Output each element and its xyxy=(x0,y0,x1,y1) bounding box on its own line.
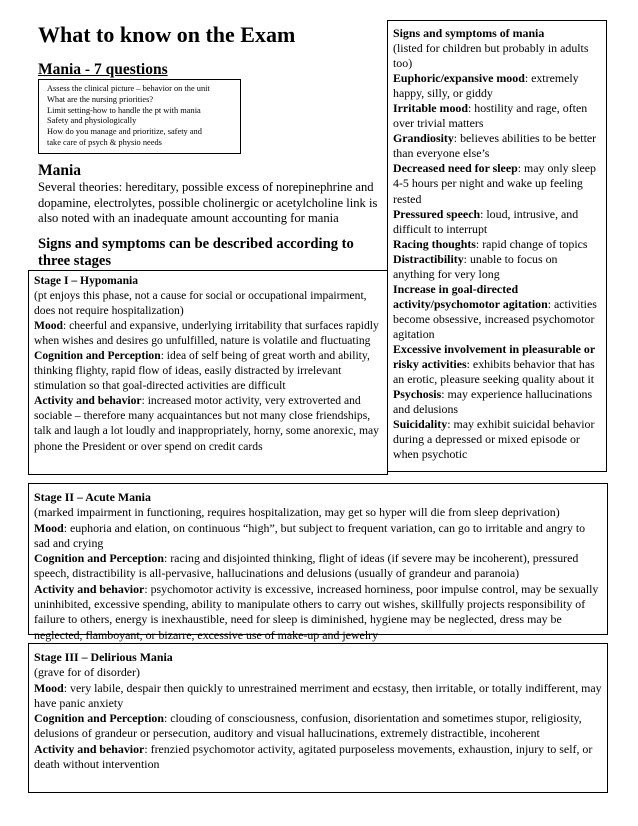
stage-item xyxy=(34,551,602,582)
assess-line: take care of psych & physio needs xyxy=(47,137,162,147)
stage-item xyxy=(34,318,382,348)
mania-theories-text: Several theories: hereditary, possible excess of norepinephrine and dopamine, electrolytes, possible cholinergic or acetylcholine link is also noted with an inadequate amount accounting for mania xyxy=(38,180,378,225)
item-label: Grandiosity xyxy=(393,131,454,146)
stage-title: Stage III – Delirious Mania xyxy=(34,650,173,664)
page-title: What to know on the Exam xyxy=(38,22,296,47)
item-label: Pressured speech xyxy=(393,206,481,221)
item-text: : clouding of consciousness, confusion, disorientation and sometimes stupor, religiosity, delusions of grandeur or persecution, auditory and visual hallucinations, extremely distractible, incoherent xyxy=(34,711,582,741)
item-text: : loud, intrusive, and difficult to interrupt xyxy=(393,206,579,236)
sign-item xyxy=(393,237,602,252)
assessment-notes-box xyxy=(38,79,241,154)
stage-item xyxy=(34,681,602,712)
sign-item xyxy=(393,282,602,342)
item-text: : euphoria and elation, on continuous “high”, but subject to frequent variation, can go to irritable and angry to sad and crying xyxy=(34,520,586,550)
item-label: Decreased need for sleep xyxy=(393,161,518,176)
assess-line: Limit setting-how to handle the pt with mania xyxy=(47,105,201,115)
stage-1-box xyxy=(28,270,388,475)
item-label: Mood xyxy=(34,520,64,535)
sign-item xyxy=(393,161,602,206)
item-text: : racing and disjointed thinking, flight of ideas (if severe may be incoherent), pressured speech, distractibility is all-pervasive, hallucinations and delusions (usually of grandeur and paranoia) xyxy=(34,551,579,581)
sign-item xyxy=(393,207,602,237)
stage-title: Stage II – Acute Mania xyxy=(34,490,151,504)
item-label: Excessive involvement in pleasurable or risky activities xyxy=(393,341,595,372)
sign-item xyxy=(393,417,602,462)
item-label: Activity and behavior xyxy=(34,741,145,756)
sign-item xyxy=(393,387,602,417)
stage-item xyxy=(34,348,382,393)
assess-line: Assess the clinical picture – behavior on the unit xyxy=(47,84,210,93)
mania-heading: Mania xyxy=(38,162,82,179)
assess-line: How do you manage and prioritize, safety and xyxy=(47,127,202,137)
stage-description: (pt enjoys this phase, not a cause for social or occupational impairment, does not require hospitalization) xyxy=(34,289,367,318)
assess-line: Safety and physiologically xyxy=(47,116,137,126)
stage-item xyxy=(34,521,602,552)
signs-subtitle: (listed for children but probably in adults too) xyxy=(393,41,589,71)
item-label: Racing thoughts xyxy=(393,236,476,251)
item-label: Activity and behavior xyxy=(34,581,145,596)
item-text: : may exhibit suicidal behavior during a depressed or mixed episode or when psychotic xyxy=(393,417,595,462)
sign-item xyxy=(393,252,602,282)
item-label: Cognition and Perception xyxy=(34,711,164,726)
item-label: Activity and behavior xyxy=(34,394,142,408)
stage-item xyxy=(34,711,602,742)
item-label: Cognition and Perception xyxy=(34,551,164,566)
sign-item xyxy=(393,71,602,101)
item-label: Irritable mood xyxy=(393,101,468,116)
item-label: Increase in goal-directed activity/psychomotor agitation xyxy=(393,281,548,311)
item-text: : may experience hallucinations and delusions xyxy=(393,387,593,417)
item-text: : psychomotor activity is excessive, increased horniness, poor impulse control, may be sexually uninhibited, excessive spending, ability to manipulate others to carry out wishes, skillfully projects responsibility of failure to others, energy is inexhaustible, need for sleep is diminished, hygiene may be neglected, dress may be neglected, flamboyant, or bizarre, excessive use of make-up and jewelry xyxy=(34,581,599,642)
item-text: : very labile, despair then quickly to unrestrained merriment and ecstasy, then irritable, or totally indifferent, may have panic anxiety xyxy=(34,680,602,710)
item-label: Suicidality xyxy=(393,417,448,432)
stage-item xyxy=(34,742,602,773)
item-label: Cognition and Perception xyxy=(34,349,161,363)
signs-title: Signs and symptoms of mania xyxy=(393,26,545,40)
sign-item xyxy=(393,101,602,131)
stage-item xyxy=(34,582,602,643)
stages-heading: Signs and symptoms can be described according to three stages xyxy=(38,236,354,269)
stage-description: (marked impairment in functioning, requires hospitalization, may get so hyper will die from sleep deprivation) xyxy=(34,505,560,520)
item-text: : frenzied psychomotor activity, agitated purposeless movements, exhaustion, injury to self, or death without intervention xyxy=(34,741,593,772)
signs-symptoms-box xyxy=(387,20,607,472)
mania-questions-heading: Mania - 7 questions xyxy=(38,61,168,78)
item-label: Euphoric/expansive mood xyxy=(393,71,525,86)
assess-line: What are the nursing priorities? xyxy=(47,94,154,104)
stage-3-box xyxy=(28,643,608,793)
item-text: : unable to focus on anything for very long xyxy=(393,251,558,281)
item-text: : may only sleep 4-5 hours per night and wake up feeling rested xyxy=(393,161,596,206)
stage-item xyxy=(34,393,382,453)
stage-description: (grave for of disorder) xyxy=(34,665,140,680)
item-text: : activities become obsessive, increased psychomotor agitation xyxy=(393,296,597,341)
item-text: : rapid change of topics xyxy=(475,236,588,251)
sign-item xyxy=(393,131,602,161)
stage-2-box xyxy=(28,483,608,642)
sign-item xyxy=(393,342,602,387)
stage-title: Stage I – Hypomania xyxy=(34,274,139,287)
item-text: : idea of self being of great worth and ability, thinking flighty, rapid flow of ideas, easily distracted by irrelevant stimulation so that goal-directed activities are difficult xyxy=(34,349,370,393)
item-label: Distractibility xyxy=(393,251,464,266)
item-text: : believes abilities to be better than everyone else’s xyxy=(393,131,597,161)
item-text: : cheerful and expansive, underlying irritability that surfaces rapidly when wishes and desires go unfulfilled, nature is volatile and fluctuating xyxy=(34,319,379,348)
item-text: : hostility and rage, often over trivial matters xyxy=(393,101,588,131)
item-label: Psychosis xyxy=(393,387,442,402)
item-label: Mood xyxy=(34,319,63,333)
item-text: : extremely happy, silly, or giddy xyxy=(393,71,579,101)
item-text: : increased motor activity, very extroverted and sociable – therefore many acquaintances but not many close friendships, talk and laugh a lot loudly and inappropriately, horny, some anorexic, may phone the President or over spend on credit cards xyxy=(34,394,379,453)
item-label: Mood xyxy=(34,680,64,695)
item-text: : exhibits behavior that has an erotic, pleasure seeking quality about it xyxy=(393,357,595,387)
